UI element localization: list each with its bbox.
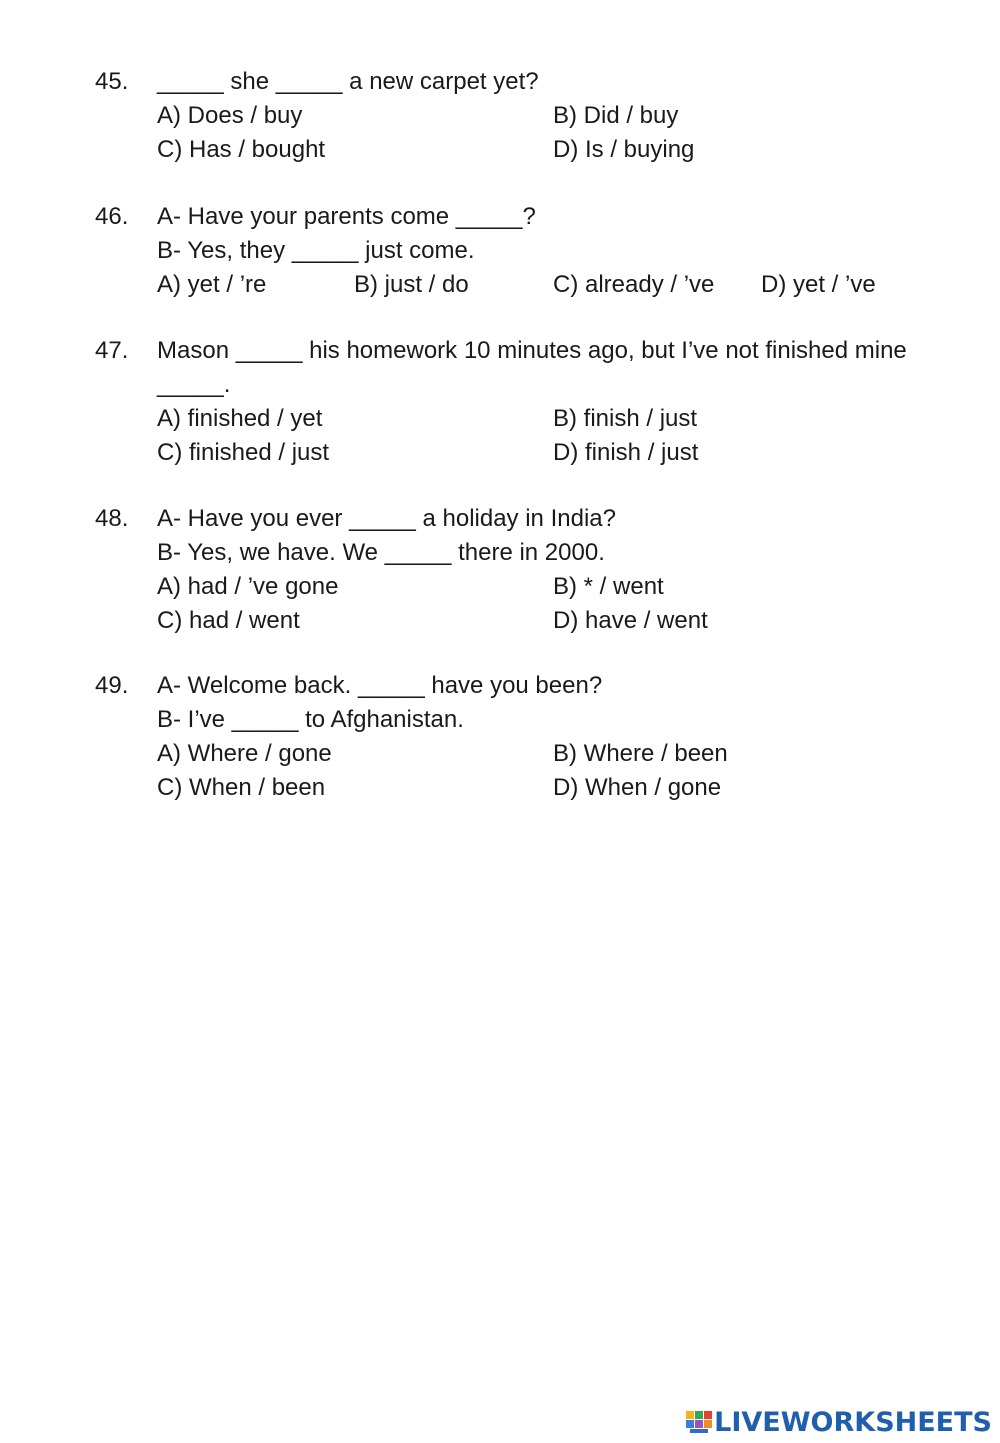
question-prompt: _____ she _____ a new carpet yet? bbox=[157, 68, 539, 95]
option-c[interactable]: C) finished / just bbox=[157, 439, 330, 466]
question-line-b: B- I’ve _____ to Afghanistan. bbox=[157, 706, 464, 733]
question-line-a: A- Have you ever _____ a holiday in India? bbox=[157, 505, 616, 532]
option-d[interactable]: D) When / gone bbox=[553, 774, 722, 801]
question-line-b: B- Yes, we have. We _____ there in 2000. bbox=[157, 539, 605, 566]
logo-text: LIVEWORKSHEETS bbox=[714, 1406, 992, 1438]
question-number: 48. bbox=[95, 505, 129, 532]
question-number: 46. bbox=[95, 203, 129, 230]
question-line-a: A- Welcome back. _____ have you been? bbox=[157, 672, 603, 699]
option-a[interactable]: A) yet / ’re bbox=[157, 271, 267, 298]
option-d[interactable]: D) yet / ’ve bbox=[761, 271, 876, 298]
option-c[interactable]: C) When / been bbox=[157, 774, 326, 801]
option-c[interactable]: C) Has / bought bbox=[157, 136, 326, 163]
option-b[interactable]: B) Did / buy bbox=[553, 102, 679, 129]
liveworksheets-logo-icon bbox=[686, 1409, 712, 1435]
option-b[interactable]: B) * / went bbox=[553, 573, 664, 600]
option-d[interactable]: D) finish / just bbox=[553, 439, 699, 466]
question-number: 47. bbox=[95, 337, 129, 364]
option-b[interactable]: B) finish / just bbox=[553, 405, 698, 432]
option-a[interactable]: A) Where / gone bbox=[157, 740, 332, 767]
option-c[interactable]: C) already / ’ve bbox=[553, 271, 715, 298]
liveworksheets-logo[interactable] bbox=[686, 1407, 992, 1437]
option-a[interactable]: A) finished / yet bbox=[157, 405, 323, 432]
option-b[interactable]: B) Where / been bbox=[553, 740, 728, 767]
option-d[interactable]: D) Is / buying bbox=[553, 136, 695, 163]
option-a[interactable]: A) Does / buy bbox=[157, 102, 303, 129]
option-d[interactable]: D) have / went bbox=[553, 607, 708, 634]
question-line-b: B- Yes, they _____ just come. bbox=[157, 237, 475, 264]
option-b[interactable]: B) just / do bbox=[354, 271, 469, 298]
question-number: 45. bbox=[95, 68, 129, 95]
question-number: 49. bbox=[95, 672, 129, 699]
question-prompt: Mason _____ his homework 10 minutes ago, but I’ve not finished mine _____. bbox=[157, 337, 907, 398]
option-c[interactable]: C) had / went bbox=[157, 607, 300, 634]
question-line-a: A- Have your parents come _____? bbox=[157, 203, 536, 230]
option-a[interactable]: A) had / ’ve gone bbox=[157, 573, 339, 600]
